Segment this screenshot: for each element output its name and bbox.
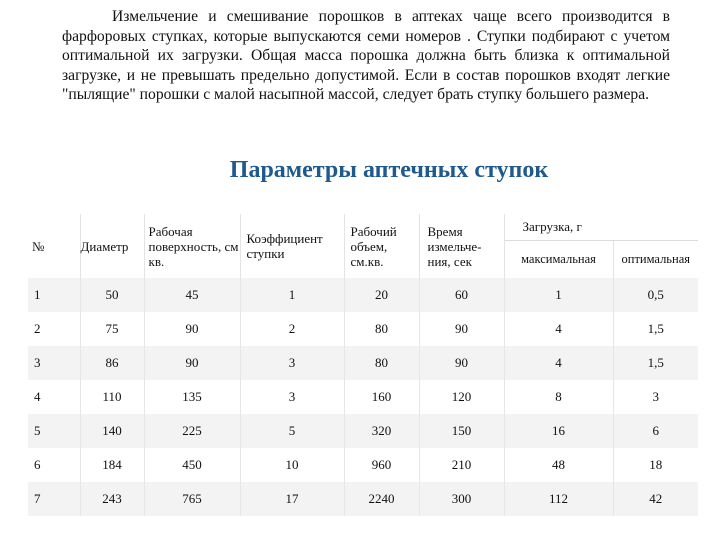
- intro-paragraph: Измельчение и смешивание порошков в аптеках чаще всего производится в фарфоровых ступках, которые выпускаются семи номеров . Ступки подбирают с учетом оптимальной их загрузки. Общая масса порошка должна быть близка к оптимальной загрузке, и не превышать предельно допустимой. Если в состав порошков входят легкие "пылящие" порошки с малой насыпной массой, следует брать ступку большего размера.: [62, 8, 670, 104]
- cell-volume: 320: [344, 414, 419, 448]
- cell-number: 5: [28, 414, 80, 448]
- cell-load-max: 16: [504, 414, 613, 448]
- cell-number: 3: [28, 346, 80, 380]
- cell-diameter: 110: [80, 380, 144, 414]
- cell-coefficient: 5: [240, 414, 344, 448]
- cell-load-max: 112: [504, 482, 613, 516]
- cell-volume: 80: [344, 346, 419, 380]
- cell-load-max: 48: [504, 448, 613, 482]
- mortar-parameters-table: [28, 214, 698, 516]
- table-row: [28, 448, 698, 482]
- cell-load-opt: 6: [613, 414, 698, 448]
- cell-surface: 450: [144, 448, 240, 482]
- cell-volume: 960: [344, 448, 419, 482]
- cell-time: 120: [419, 380, 504, 414]
- cell-load-opt: 18: [649, 457, 663, 472]
- cell-volume: 2240: [344, 482, 419, 516]
- cell-diameter: 184: [80, 448, 144, 482]
- header-load: Загрузка, г: [504, 214, 698, 240]
- cell-load-opt: 42: [613, 482, 698, 516]
- table-row: [28, 482, 698, 516]
- header-diameter: Диаметр: [80, 214, 144, 278]
- table-title: Параметры аптечных ступок: [229, 157, 549, 183]
- cell-load-opt: 0,5: [613, 278, 698, 312]
- header-surface: Рабочая поверхность, см кв.: [144, 214, 240, 278]
- cell-coefficient: 3: [240, 346, 344, 380]
- cell-surface: 45: [144, 278, 240, 312]
- cell-load-opt: 1,5: [647, 321, 664, 336]
- cell-coefficient: 1: [240, 278, 344, 312]
- cell-volume: 20: [344, 278, 419, 312]
- cell-load-max: 4: [504, 346, 613, 380]
- cell-diameter: 243: [80, 482, 144, 516]
- cell-number: 4: [28, 380, 80, 414]
- cell-coefficient: 2: [240, 312, 344, 346]
- cell-surface: 135: [144, 380, 240, 414]
- cell-diameter: 50: [80, 278, 144, 312]
- cell-coefficient: 17: [240, 482, 344, 516]
- cell-time: 300: [419, 482, 504, 516]
- cell-load-opt: 3: [652, 389, 659, 404]
- cell-surface: 90: [144, 312, 240, 346]
- cell-surface: 90: [144, 346, 240, 380]
- cell-time: 60: [419, 278, 504, 312]
- cell-number: 6: [28, 448, 80, 482]
- table-row: [28, 346, 698, 380]
- header-volume: Рабочий объем, см.кв.: [344, 214, 419, 278]
- cell-number: 2: [28, 312, 80, 346]
- cell-load-opt: 1,5: [613, 346, 698, 380]
- cell-time: 150: [419, 414, 504, 448]
- header-time: Время измельче-ния, сек: [419, 214, 504, 278]
- cell-coefficient: 10: [240, 448, 344, 482]
- header-coefficient: Коэффициент ступки: [240, 214, 344, 278]
- header-number: №: [28, 214, 80, 278]
- table-row: [28, 278, 698, 312]
- cell-time: 210: [419, 448, 504, 482]
- cell-load-max: 1: [504, 278, 613, 312]
- header-load-opt: оптимальная: [621, 251, 690, 266]
- cell-time: 90: [419, 312, 504, 346]
- cell-diameter: 75: [80, 312, 144, 346]
- cell-coefficient: 3: [240, 380, 344, 414]
- cell-volume: 80: [344, 312, 419, 346]
- table-row: [28, 312, 698, 346]
- cell-volume: 160: [344, 380, 419, 414]
- cell-diameter: 140: [80, 414, 144, 448]
- table-row: [28, 414, 698, 448]
- cell-surface: 225: [144, 414, 240, 448]
- cell-load-max: 4: [504, 312, 613, 346]
- table-row: [28, 380, 698, 414]
- header-load-max: максимальная: [504, 240, 613, 278]
- cell-diameter: 86: [80, 346, 144, 380]
- cell-time: 90: [419, 346, 504, 380]
- cell-number: 7: [28, 482, 80, 516]
- cell-surface: 765: [144, 482, 240, 516]
- cell-load-max: 8: [504, 380, 613, 414]
- cell-number: 1: [28, 278, 80, 312]
